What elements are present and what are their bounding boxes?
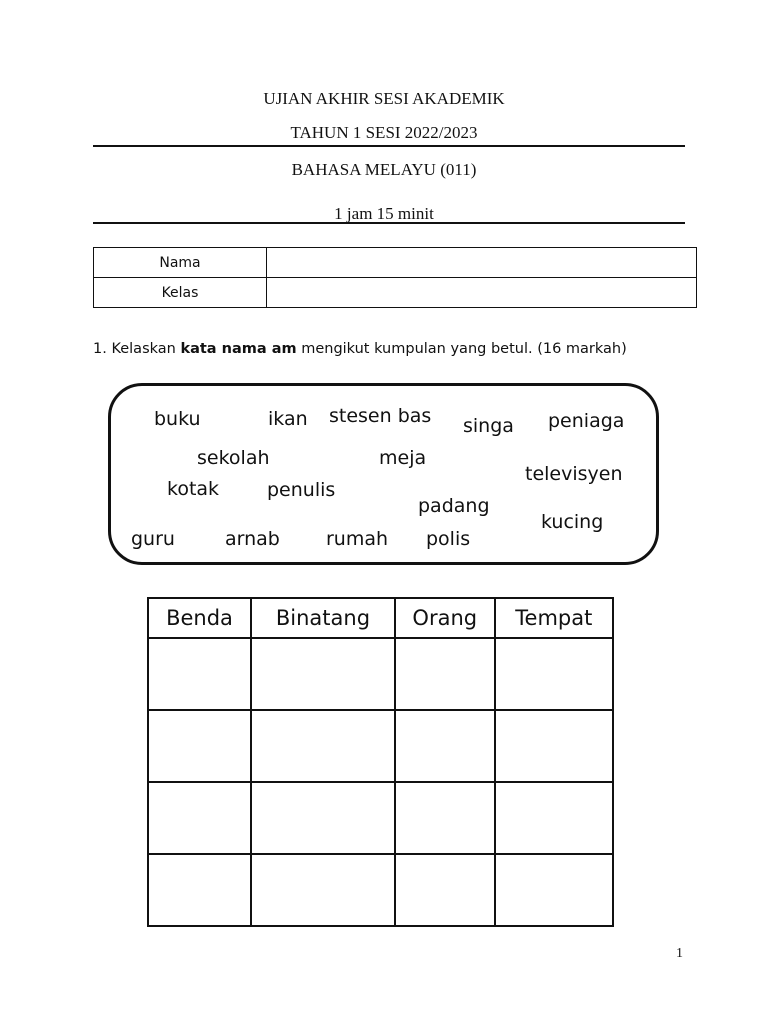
word-item: kucing <box>541 511 604 533</box>
answer-row <box>148 710 613 782</box>
answer-cell[interactable] <box>395 854 495 926</box>
answer-cell[interactable] <box>148 638 251 710</box>
answer-cell[interactable] <box>251 854 395 926</box>
answer-cell[interactable] <box>251 638 395 710</box>
word-item: polis <box>426 528 471 550</box>
word-bank-box <box>108 383 659 565</box>
answer-row <box>148 782 613 854</box>
kelas-field[interactable] <box>267 278 697 308</box>
answer-cell[interactable] <box>148 710 251 782</box>
header-divider-2 <box>93 222 685 224</box>
info-label-kelas: Kelas <box>94 278 267 308</box>
nama-field[interactable] <box>267 248 697 278</box>
word-item: guru <box>131 528 175 550</box>
question-1-instruction <box>93 341 713 357</box>
word-item: kotak <box>167 478 220 500</box>
column-header-tempat: Tempat <box>495 598 613 638</box>
info-row-kelas <box>94 278 697 308</box>
word-item: arnab <box>225 528 280 550</box>
answer-cell[interactable] <box>395 638 495 710</box>
subject-title: BAHASA MELAYU (011) <box>291 160 477 179</box>
answer-cell[interactable] <box>395 710 495 782</box>
answer-cell[interactable] <box>395 782 495 854</box>
info-row-nama <box>94 248 697 278</box>
word-item: ikan <box>268 408 308 430</box>
exam-duration: 1 jam 15 minit <box>334 204 434 223</box>
question-1-suffix: mengikut kumpulan yang betul. (16 markah) <box>296 341 627 357</box>
classification-table <box>147 597 614 927</box>
word-item: singa <box>463 415 514 437</box>
word-item: padang <box>418 495 490 517</box>
info-label-nama: Nama <box>94 248 267 278</box>
word-item: buku <box>154 408 201 430</box>
word-item: peniaga <box>548 410 625 432</box>
exam-year-session: TAHUN 1 SESI 2022/2023 <box>290 123 478 142</box>
answer-cell[interactable] <box>495 854 613 926</box>
answer-cell[interactable] <box>251 710 395 782</box>
answer-cell[interactable] <box>148 782 251 854</box>
answer-row <box>148 638 613 710</box>
question-1-bold-term: kata nama am <box>180 341 297 357</box>
question-1-prefix: 1. Kelaskan <box>93 341 181 357</box>
word-item: meja <box>379 447 427 469</box>
answer-cell[interactable] <box>495 638 613 710</box>
classification-header-row <box>148 598 613 638</box>
answer-cell[interactable] <box>495 782 613 854</box>
exam-title: UJIAN AKHIR SESI AKADEMIK <box>263 89 505 108</box>
answer-cell[interactable] <box>148 854 251 926</box>
column-header-binatang: Binatang <box>251 598 395 638</box>
column-header-orang: Orang <box>395 598 495 638</box>
header-divider-1 <box>93 145 685 147</box>
word-item: sekolah <box>197 447 270 469</box>
word-item: stesen bas <box>329 405 432 427</box>
student-info-table <box>93 247 697 308</box>
word-item: televisyen <box>525 463 623 485</box>
answer-cell[interactable] <box>495 710 613 782</box>
answer-row <box>148 854 613 926</box>
word-item: penulis <box>267 479 336 501</box>
column-header-benda: Benda <box>148 598 251 638</box>
answer-cell[interactable] <box>251 782 395 854</box>
page-number: 1 <box>676 946 683 961</box>
word-item: rumah <box>326 528 389 550</box>
